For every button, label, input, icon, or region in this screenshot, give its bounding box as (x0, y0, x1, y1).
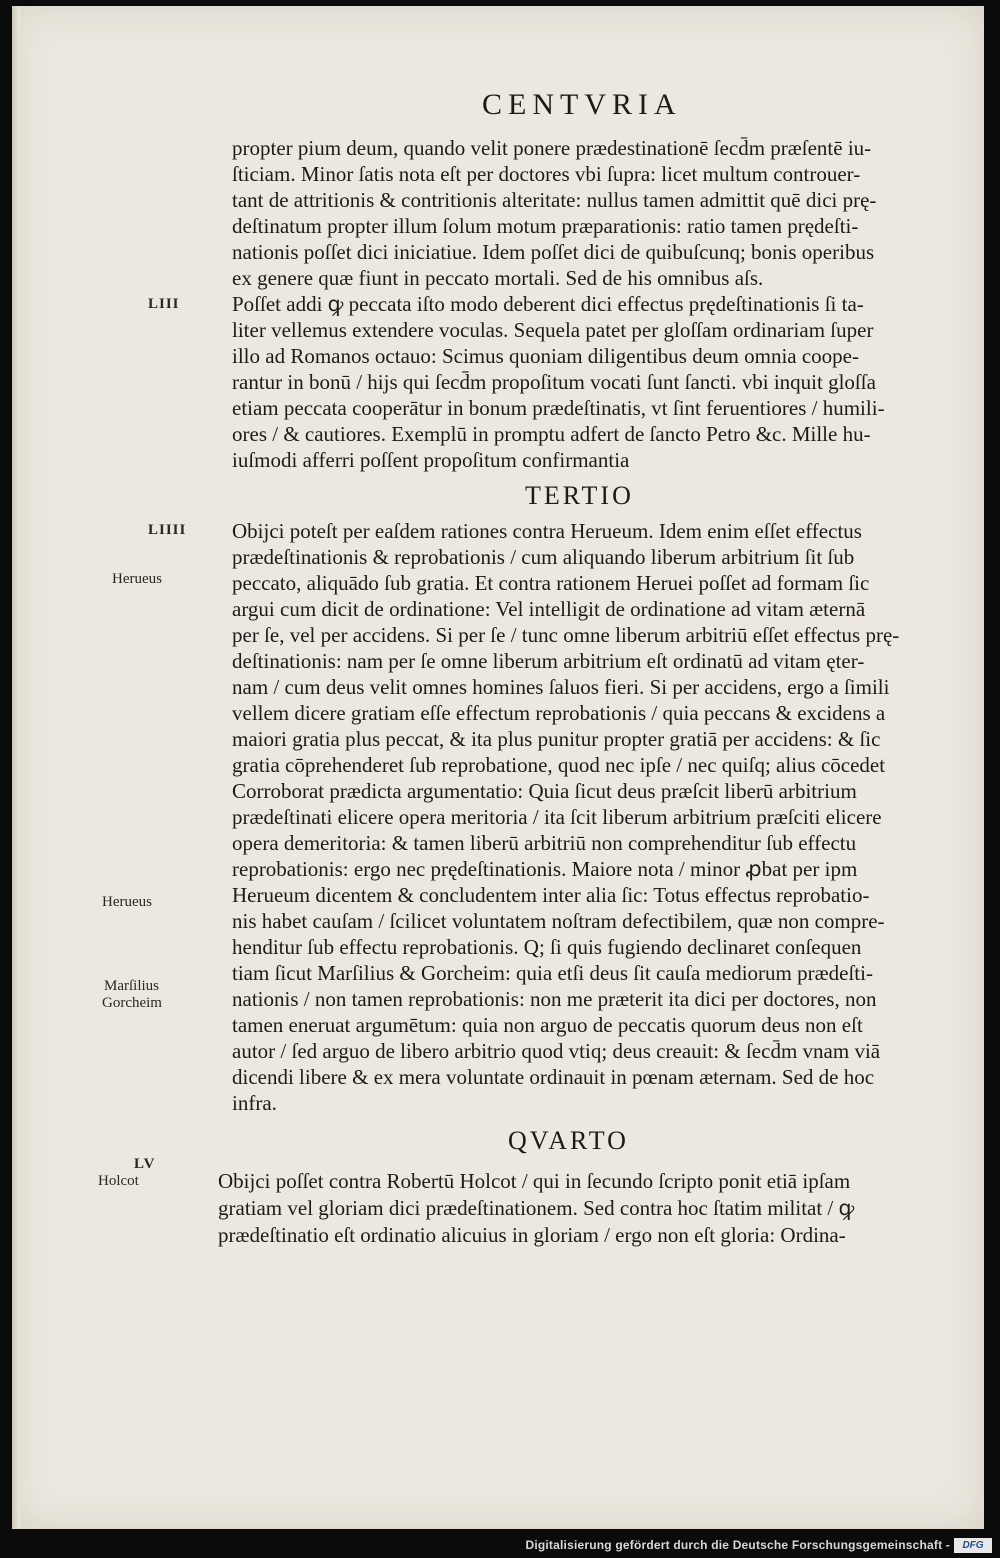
text-line: tamen eneruat argumētum: quia non arguo de peccatis quorum deus non eſt (232, 1013, 863, 1037)
text-line: argui cum dicit de ordinatione: Vel intelligit de ordinatione ad vitam æternā (232, 597, 866, 621)
text-line: Obijci poſſet contra Robertū Holcot / qui in ſecundo ſcripto ponit etiā ipſam (218, 1169, 851, 1193)
book-page (12, 6, 984, 1529)
text-line: Herueum dicentem & concludentem inter alia ſic: Totus effectus reprobatio- (232, 883, 870, 907)
text-line: gratia cōprehenderet ſub reprobatione, quod nec ipſe / nec quiſq; alius cōcedet (232, 753, 886, 777)
margin-number-lv: LV (134, 1156, 156, 1172)
text-line: illo ad Romanos octauo: Scimus quoniam diligentibus deum omnia coope- (232, 344, 859, 368)
text-line: gratiam vel gloriam dici prædeſtinationem. Sed contra hoc ſtatim militat / ꝙ (218, 1196, 855, 1220)
digitization-footer (0, 1534, 1000, 1558)
section-heading-quarto: QVARTO (508, 1126, 629, 1155)
text-line: henditur ſub effectu reprobationis. Q; ſi quis fugiendo declinaret conſequen (232, 935, 862, 959)
funding-notice: Digitalisierung gefördert durch die Deutsche Forschungsgemeinschaft - (525, 1538, 950, 1552)
text-line: deſtinatum propter illum ſolum motum præparationis: ratio tamen prędeſti- (232, 214, 859, 238)
text-line: nationis poſſet dici iniciatiue. Idem poſſet dici de quibuſcunq; bonis operibus (232, 240, 875, 264)
text-line: dicendi libere & ex mera voluntate ordinauit in pœnam æternam. Sed de hoc (232, 1065, 875, 1089)
text-line: prædeſtinatio eſt ordinatio alicuius in gloriam / ergo non eſt gloria: Ordina- (218, 1223, 846, 1247)
margin-note-gorcheim: Gorcheim (102, 995, 162, 1011)
text-line: iuſmodi afferri poſſent propoſitum confirmantia (232, 448, 630, 472)
text-line: maiori gratia plus peccat, & ita plus punitur propter gratiā per accidens: & ſic (232, 727, 881, 751)
text-line: nam / cum deus velit omnes homines ſaluos fieri. Si per accidens, ergo a ſimili (232, 675, 890, 699)
text-line: opera demeritoria: & tamen liberū arbitriū non comprehenditur ſub effectu (232, 831, 857, 855)
margin-number-liii: LIII (148, 296, 180, 312)
margin-number-liiii: LIIII (148, 522, 187, 538)
text-line: rantur in bonū / hijs qui ſecd̄m propoſitum vocati ſunt ſancti. vbi inquit gloſſa (232, 370, 876, 394)
text-line: tant de attritionis & contritionis alteritate: nullus tamen admittit quē dici prę- (232, 188, 877, 212)
text-line: Obijci poteſt per eaſdem rationes contra Herueum. Idem enim eſſet effectus (232, 519, 862, 543)
text-line: ores / & cautiores. Exemplū in promptu adfert de ſancto Petro &c. Mille hu- (232, 422, 871, 446)
text-line: ſticiam. Minor ſatis nota eſt per doctores vbi ſupra: licet multum controuer- (232, 162, 861, 186)
text-line: propter pium deum, quando velit ponere prædestinationē ſecd̄m præſentē iu- (232, 136, 872, 160)
text-line: tiam ſicut Marſilius & Gorcheim: quia etſi deus ſit cauſa mediorum prædeſti- (232, 961, 873, 985)
margin-note-herueus: Herueus (102, 894, 152, 910)
text-line: nis habet cauſam / ſcilicet voluntatem noſtram defectibilem, quæ non compre- (232, 909, 885, 933)
text-line: reprobationis: ergo nec prędeſtinationis. Maiore nota / minor ꝓbat per ipm (232, 857, 858, 881)
text-line: nationis / non tamen reprobationis: non me præterit ita dici per doctores, non (232, 987, 877, 1011)
text-line: Corroborat prædicta argumentatio: Quia ſicut deus præſcit liberū arbitrium (232, 779, 857, 803)
margin-note-herueus: Herueus (112, 571, 162, 587)
text-line: autor / ſed arguo de libero arbitrio quod vtiq; deus creauit: & ſecd̄m vnam viā (232, 1039, 881, 1063)
text-line: etiam peccata cooperātur in bonum prædeſtinatis, vt ſint feruentiores / humili- (232, 396, 885, 420)
dfg-logo-icon: DFG (954, 1538, 992, 1553)
text-line: infra. (232, 1091, 277, 1115)
text-line: vellem dicere gratiam eſſe effectum reprobationis / quia peccans & excidens a (232, 701, 886, 725)
margin-note-marsilius: Marſilius (104, 978, 159, 994)
text-line: liter vellemus extendere voculas. Sequela patet per gloſſam ordinariam ſuper (232, 318, 874, 342)
text-line: prædeſtinationis & reprobationis / cum aliquando liberum arbitrium ſit ſub (232, 545, 855, 569)
text-line: Poſſet addi ꝙ peccata iſto modo deberent dici effectus prędeſtinationis ſi ta- (232, 292, 864, 316)
margin-note-holcot: Holcot (98, 1173, 139, 1189)
text-line: ex genere quæ fiunt in peccato mortali. Sed de his omnibus aſs. (232, 266, 764, 290)
text-line: deſtinationis: nam per ſe omne liberum arbitrium eſt ordinatū ad vitam ęter- (232, 649, 865, 673)
running-head: CENTVRIA (482, 88, 682, 121)
section-heading-tertio: TERTIO (525, 481, 634, 510)
text-line: per ſe, vel per accidens. Si per ſe / tunc omne liberum arbitriū eſſet effectus prę- (232, 623, 900, 647)
text-line: peccato, aliquādo ſub gratia. Et contra rationem Heruei poſſet ad formam ſic (232, 571, 870, 595)
text-line: prædeſtinati elicere opera meritoria / ita ſcit liberum arbitrium præſciti elicere (232, 805, 882, 829)
